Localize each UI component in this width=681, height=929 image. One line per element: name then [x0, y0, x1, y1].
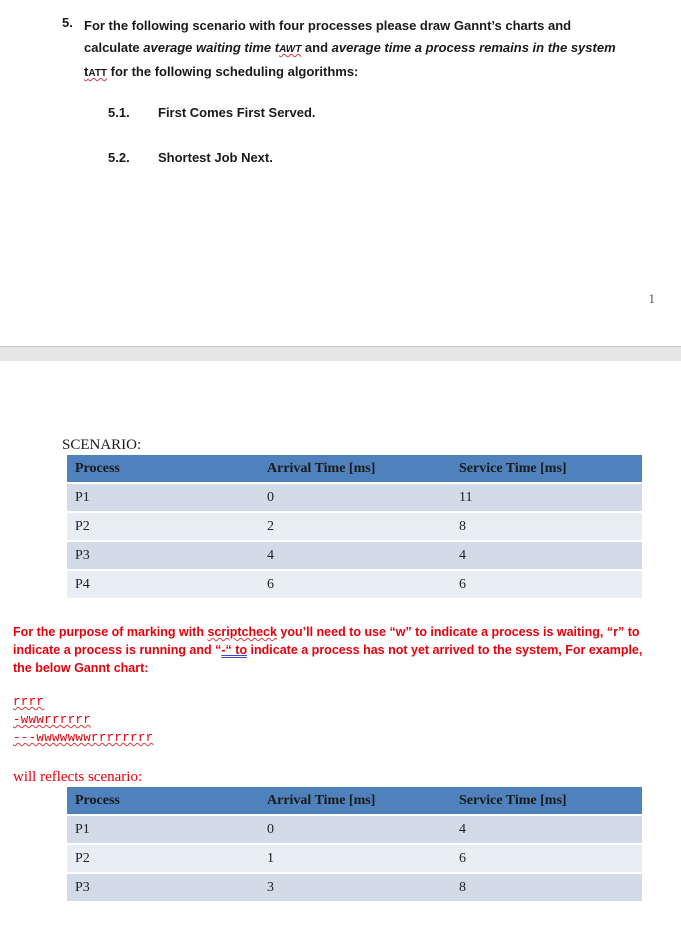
- gantt-line-1: rrrr: [13, 695, 45, 709]
- question-line-1: For the following scenario with four processes please draw Gannt’s charts and: [84, 18, 572, 33]
- header-process: Process: [67, 787, 259, 814]
- header-arrival: Arrival Time [ms]: [259, 787, 451, 814]
- scenario-label: SCENARIO:: [62, 437, 142, 453]
- header-arrival: Arrival Time [ms]: [259, 455, 451, 482]
- header-service: Service Time [ms]: [451, 455, 642, 482]
- page-2: [0, 361, 681, 929]
- att-subscript: ATT: [88, 68, 108, 79]
- awt-subscript: AWT: [279, 44, 302, 55]
- page-break: [0, 346, 681, 362]
- table-header-row: [67, 455, 642, 482]
- table-row: P4 6 6: [67, 571, 642, 598]
- table-row: P3 4 4: [67, 542, 642, 569]
- example-table: [67, 785, 642, 903]
- table-row: P2 2 8: [67, 513, 642, 540]
- table-row: P2 1 6: [67, 845, 642, 872]
- question-number: 5.: [62, 15, 73, 30]
- scriptcheck-word: scriptcheck: [207, 625, 277, 639]
- table-row: P1 0 4: [67, 816, 642, 843]
- marking-note: For the purpose of marking with scriptcheck you’ll need to use “w” to indicate a process is waiting, “r” to indicate a process is running and “-“ to indicate a process has not yet arrived to the system, For example, the below Gannt chart:: [13, 625, 643, 675]
- gantt-line-2: -wwwrrrrrr: [13, 713, 92, 727]
- page-1: 5. For the following scenario with four processes please draw Gannt’s charts and calculate average waiting time tAWT and average time a process remains in the system tATT for the following scheduling algorithms: 5.1. First Comes First Served. 5.2. Shortest Job Next. 1: [0, 0, 681, 346]
- header-process: Process: [67, 455, 259, 482]
- table-header-row: [67, 787, 642, 814]
- question-text: For the following scenario with four processes please draw Gannt’s charts and calculate average waiting time tAWT and average time a process remains in the system tATT for the following scheduling algorithms:: [84, 18, 616, 79]
- header-service: Service Time [ms]: [451, 787, 642, 814]
- page-number: 1: [648, 291, 655, 306]
- table-row: P1 0 11: [67, 484, 642, 511]
- gantt-line-3: ---wwwwwwwrrrrrrrr: [13, 731, 154, 745]
- scenario-table: [67, 453, 642, 600]
- table-row: P3 3 8: [67, 874, 642, 901]
- example-label: will reflects scenario:: [13, 769, 143, 785]
